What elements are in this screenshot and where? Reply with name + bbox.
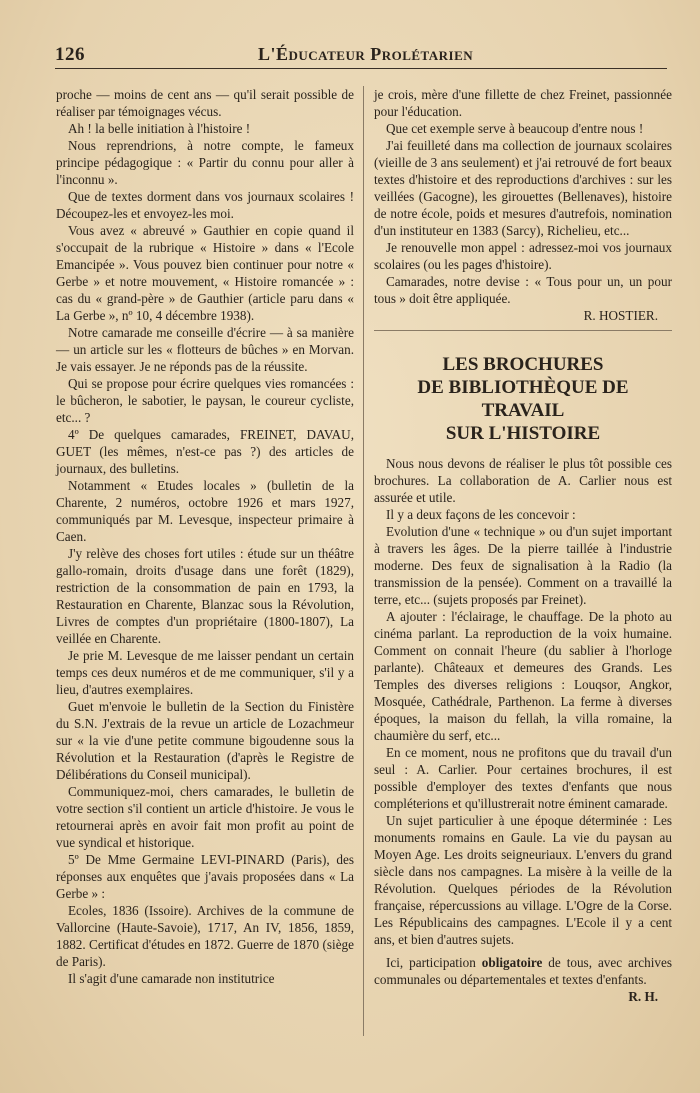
section-title [374,353,672,445]
author-signature: R. HOSTIER. [583,308,658,323]
paragraph: Je prie M. Levesque de me laisser pendant un certain temps ces deux numéros et de me communiquer, s'il y a lieu, d'autres exemplaires. [56,648,354,697]
paragraph: A ajouter : l'éclairage, le chauffage. De la photo au cinéma parlant. La reproduction de la voix humaine. Comment on connait l'heure (du sablier à l'horloge parlante). Châteaux et demeures des Grands. Les Temples des diverses religions : Louqsor, Angkor, Mosquée, Cathédrale, Parthenon. La ferme à diverses époques, la maison du fellah, la villa romaine, la chaumière du serf, etc... [374,609,672,743]
paragraph: Que cet exemple serve à beaucoup d'entre nous ! [386,121,644,136]
paragraph: Guet m'envoie le bulletin de la Section du Finistère du S.N. J'extrais de la revue un article de Lozachmeur sur « la vie d'une petite commune bigoudenne sous la Révolution et la Restauration (d'après le Registre de Délibérations du Conseil municipal). [56,699,354,782]
right-column [374,86,672,1005]
paragraph: Notre camarade me conseille d'écrire — à sa manière — un article sur les « flotteurs de bûches » en Morvan. Je vais essayer. Je ne réponds pas de la réussite. [56,325,354,374]
paragraph: Un sujet particulier à une époque déterminée : Les monuments romains en Gaule. La vie du paysan au Moyen Age. Les droits seigneuriaux. L'envers du grand siècle dans nos campagnes. La misère à la veille de la Révolution. Quelques périodes de la Révolution française, répercussions au village. L'Ogre de la Corse. Les Républicains des campagnes. L'Ecole il y a cent ans, et bien d'autres sujets. [374,813,672,947]
closing-paragraph [374,954,672,1004]
paragraph: je crois, mère d'une fillette de chez Freinet, passionnée pour l'éducation. [374,87,672,119]
journal-title: L'Éducateur Prolétarien [258,44,474,64]
paragraph: J'ai feuilleté dans ma collection de journaux scolaires (vieille de 3 ans seulement) et j'ai retrouvé de fort beaux textes d'histoire et des reproductions d'archives : sur les veillées (Gacogne), les girouettes (Bellenaves), histoire de notre école, poids et mesures d'autrefois, nomination d'un instituteur en 1383 (Sarcy), Richelieu, etc... [374,138,672,238]
closing-signature: R. H. [628,989,658,1004]
paragraph: 5º De Mme Germaine LEVI-PINARD (Paris), des réponses aux enquêtes que j'avais proposées dans « La Gerbe » : [56,852,354,901]
section-rule [374,330,672,331]
page-number: 126 [55,44,85,65]
closing-text: Ici, participation [386,955,482,970]
paragraph: proche — moins de cent ans — qu'il serait possible de réaliser par témoignages vécus. [56,87,354,119]
header-rule [55,68,667,69]
paragraph: En ce moment, nous ne profitons que du travail d'un seul : A. Carlier. Pour certaines brochures, il est possible d'employer des textes d'enfants que nous compléterions et qu'illustrerait notre éminent camarade. [374,745,672,811]
closing-emphasis: obligatoire [481,955,543,970]
section-title-line: SUR L'HISTOIRE [445,423,601,444]
paragraph: Communiquez-moi, chers camarades, le bulletin de votre section s'il contient un article d'histoire. Je vous le retournerai après en avoir fait mon profit au point de vue syndical et historique. [56,784,354,850]
column-divider [363,86,364,1036]
paragraph: Nous reprendrions, à notre compte, le fameux principe pédagogique : « Partir du connu pour aller à l'inconnu ». [56,138,354,187]
paragraph: Il y a deux façons de les concevoir : [386,507,576,522]
paragraph: 4º De quelques camarades, FREINET, DAVAU, GUET (les mêmes, n'est-ce pas ?) des articles de journaux, des bulletins. [56,427,354,476]
paragraph: Evolution d'une « technique » ou d'un sujet important à travers les âges. De la pierre taillée à l'industrie moderne. Des feux de signalisation à la Radio (la transmission de la pensée). Comment on a travaillé la terre, etc... (sujets proposés par Freinet). [374,524,672,607]
paragraph: Je renouvelle mon appel : adressez-moi vos journaux scolaires (ou les pages d'histoire). [374,240,672,272]
left-column [56,86,354,987]
paragraph: Il s'agit d'une camarade non institutrice [68,971,275,986]
paragraph: Nous nous devons de réaliser le plus tôt possible ces brochures. La collaboration de A. Carlier nous est assurée et utile. [374,456,672,505]
page-header [55,38,667,68]
paragraph: Que de textes dorment dans vos journaux scolaires ! Découpez-les et envoyez-les moi. [56,189,354,221]
section-title-line: LES BROCHURES [442,354,604,375]
paragraph: Qui se propose pour écrire quelques vies romancées : le bûcheron, le sabotier, le paysan, le coureur cycliste, etc... ? [56,376,354,425]
paragraph: Ecoles, 1836 (Issoire). Archives de la commune de Vallorcine (Haute-Savoie), 1717, An IV, 1856, 1859, 1882. Certificat d'études en 1872. Guerre de 1870 (siège de Paris). [56,903,354,969]
paragraph: Ah ! la belle initiation à l'histoire ! [68,121,251,136]
closing-text: de tous, avec archives communales ou départementales et textes d'enfants. [374,955,672,987]
paragraph: Camarades, notre devise : « Tous pour un, un pour tous » doit être appliquée. [374,274,672,306]
paragraph: Vous avez « abreuvé » Gauthier en copie quand il s'occupait de la rubrique « Histoire » dans « l'Ecole Emancipée ». Vous pouvez bien continuer pour notre « Gerbe » et notre mouvement, « Histoire romancée » : cas du « grand-père » de Gauthier (article paru dans « La Gerbe », nº 10, 4 décembre 1938). [56,223,354,323]
section-title-line: DE BIBLIOTHÈQUE DE TRAVAIL [417,377,629,421]
paragraph: J'y relève des choses fort utiles : étude sur un théâtre gallo-romain, droits d'usage dans une forêt (1829), restriction de la consommation de pain en 1793, la Restauration en Charente, Blanzac sous la Révolution, Livres de comptes d'un propriétaire (1800-1807), La veillée en Charente. [56,546,354,646]
paragraph: Notamment « Etudes locales » (bulletin de la Charente, 2 numéros, octobre 1926 et mars 1927, communiqués par M. Levesque, inspecteur primaire à Caen. [56,478,354,544]
